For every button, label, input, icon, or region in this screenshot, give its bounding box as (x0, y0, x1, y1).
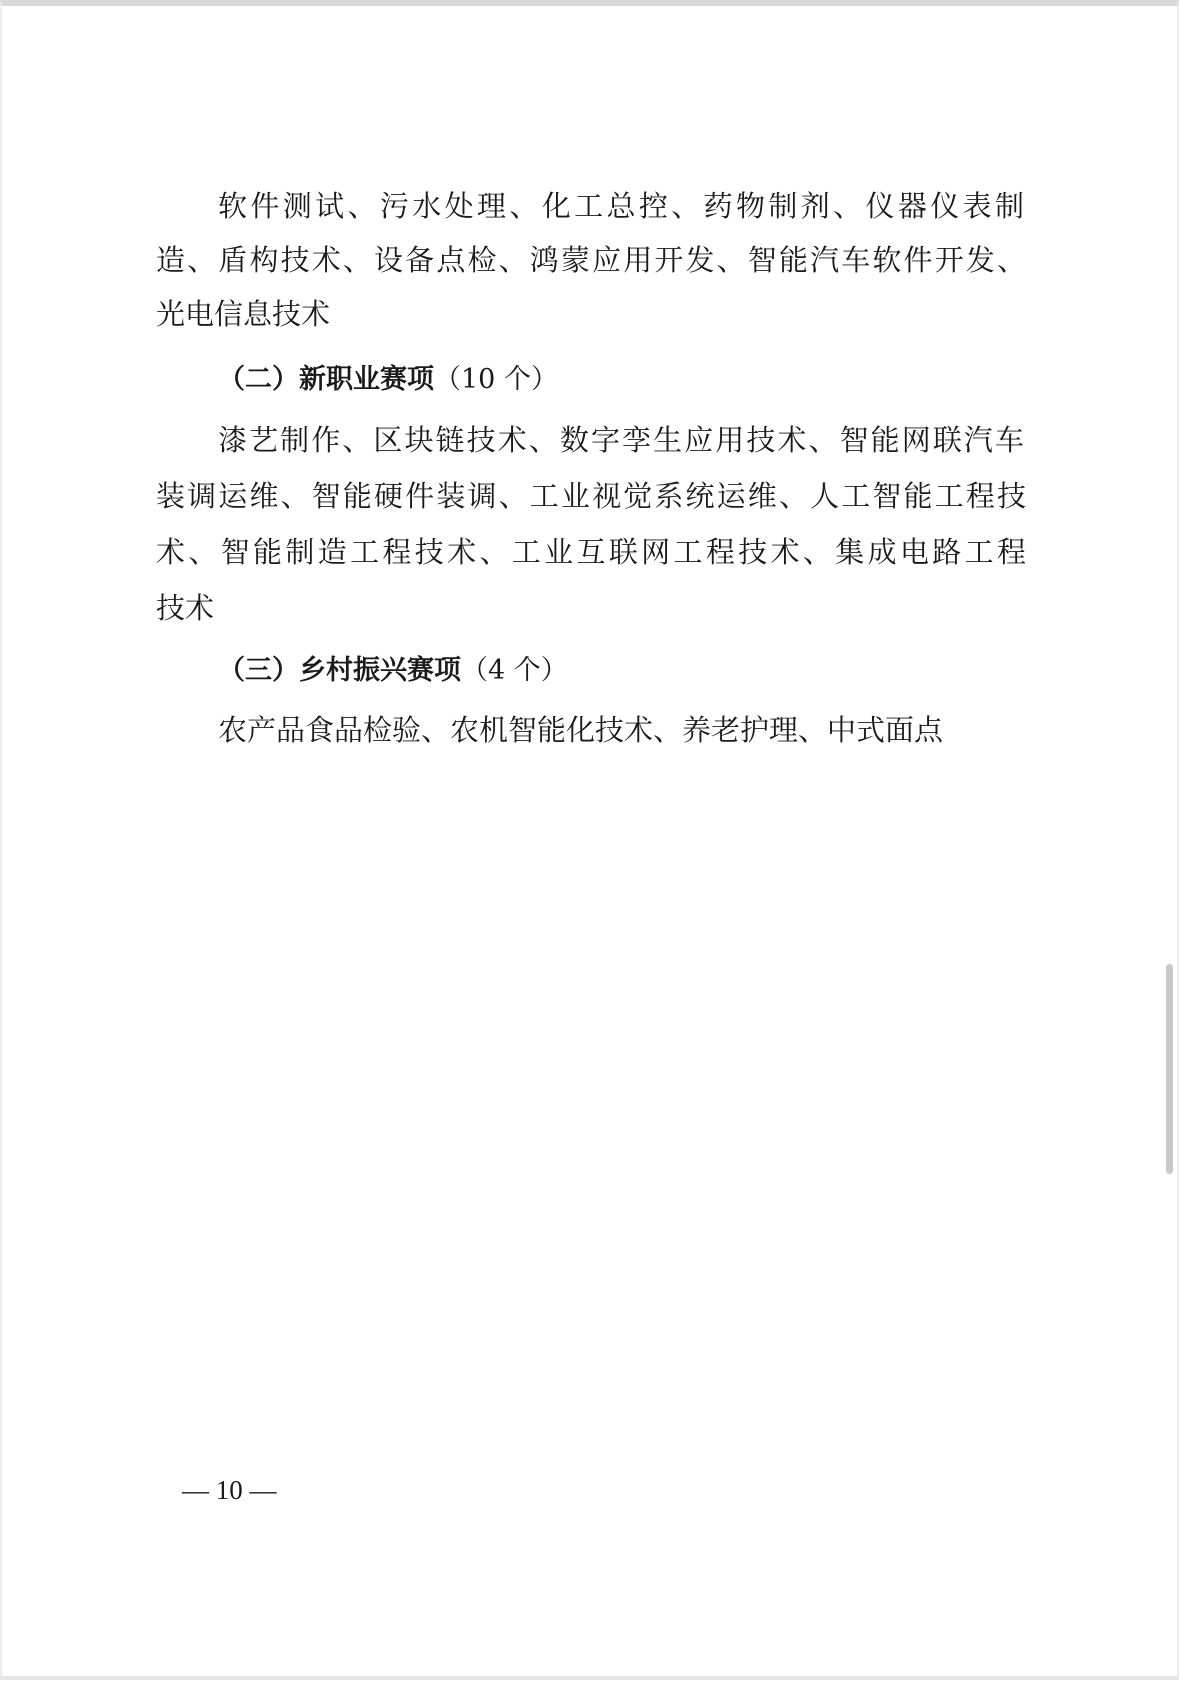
paragraph-2-line-2: 装调运维、智能硬件装调、工业视觉系统运维、人工智能工程技 (156, 479, 1026, 513)
section-heading-count: （4 个） (461, 655, 568, 686)
paragraph-1-line-1: 软件测试、污水处理、化工总控、药物制剂、仪器仪表制 (218, 189, 1024, 223)
section-heading-label: （二）新职业赛项 (218, 364, 434, 395)
scrollbar-thumb[interactable] (1166, 964, 1173, 1174)
paragraph-2-line-4: 技术 (156, 591, 215, 625)
paragraph-3-line-1: 农产品食品检验、农机智能化技术、养老护理、中式面点 (218, 713, 944, 747)
section-heading-label: （三）乡村振兴赛项 (218, 655, 461, 686)
document-page (2, 6, 1179, 1686)
vertical-scrollbar[interactable] (1163, 6, 1177, 1686)
section-heading-count: （10 个） (434, 364, 558, 395)
paragraph-2-line-3: 术、智能制造工程技术、工业互联网工程技术、集成电路工程 (156, 535, 1026, 569)
page-number: — 10 — (182, 1475, 277, 1505)
paragraph-2-line-1: 漆艺制作、区块链技术、数字孪生应用技术、智能网联汽车 (218, 423, 1024, 457)
section-heading-rural-revitalization (218, 651, 1088, 691)
paragraph-1-line-2: 造、盾构技术、设备点检、鸿蒙应用开发、智能汽车软件开发、 (156, 243, 1026, 277)
section-heading-new-occupations (218, 360, 1088, 400)
paragraph-1-line-3: 光电信息技术 (156, 297, 331, 331)
